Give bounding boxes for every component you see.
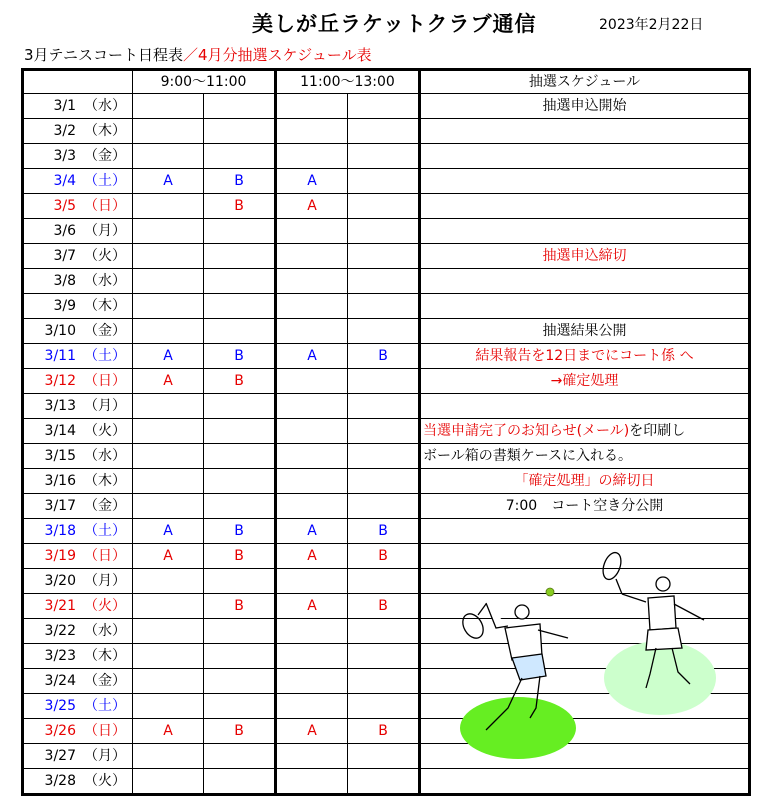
date-cell — [23, 669, 133, 694]
court-cell — [276, 644, 348, 669]
table-row — [23, 519, 750, 544]
schedule-note: 抽選申込締切 — [420, 244, 750, 269]
weekday-label: （月） — [84, 222, 126, 239]
court-cell: A — [133, 369, 204, 394]
court-cell: A — [133, 719, 204, 744]
court-patch-left — [460, 697, 576, 759]
date-cell — [23, 319, 133, 344]
court-cell — [276, 219, 348, 244]
table-row — [23, 219, 750, 244]
weekday-label: （日） — [84, 197, 126, 214]
date-label: 3/15 — [44, 447, 76, 464]
tennis-players-illustration — [450, 548, 730, 763]
court-cell — [204, 769, 276, 795]
court-cell — [348, 744, 420, 769]
weekday-label: （土） — [84, 172, 126, 189]
date-label: 3/26 — [44, 722, 76, 739]
weekday-label: （火） — [84, 422, 126, 439]
weekday-label: （土） — [84, 697, 126, 714]
schedule-note — [420, 169, 750, 194]
weekday-label: （日） — [84, 372, 126, 389]
court-cell: A — [133, 344, 204, 369]
date-cell — [23, 594, 133, 619]
court-cell — [133, 444, 204, 469]
court-cell — [348, 94, 420, 119]
weekday-label: （金） — [84, 322, 126, 339]
court-cell — [348, 469, 420, 494]
schedule-note: ボール箱の書類ケースに入れる。 — [420, 444, 750, 469]
court-cell: A — [276, 519, 348, 544]
date-cell — [23, 269, 133, 294]
weekday-label: （金） — [84, 497, 126, 514]
court-cell — [276, 369, 348, 394]
weekday-label: （火） — [84, 597, 126, 614]
date-label: 3/25 — [44, 697, 76, 714]
court-cell: B — [204, 594, 276, 619]
weekday-label: （水） — [84, 622, 126, 639]
weekday-label: （土） — [84, 347, 126, 364]
date-label: 3/5 — [53, 197, 76, 214]
court-cell: A — [276, 194, 348, 219]
table-row — [23, 319, 750, 344]
date-label: 3/21 — [44, 597, 76, 614]
court-cell — [204, 694, 276, 719]
table-row — [23, 344, 750, 369]
date-label: 3/4 — [53, 172, 76, 189]
weekday-label: （日） — [84, 722, 126, 739]
date-cell — [23, 119, 133, 144]
court-cell: A — [276, 719, 348, 744]
date-label: 3/8 — [53, 272, 76, 289]
court-cell — [204, 319, 276, 344]
court-cell: B — [204, 194, 276, 219]
court-cell — [204, 619, 276, 644]
court-cell — [204, 419, 276, 444]
court-cell — [133, 244, 204, 269]
table-header-row — [23, 70, 750, 94]
court-cell: B — [204, 169, 276, 194]
date-label: 3/1 — [53, 97, 76, 114]
court-cell — [133, 119, 204, 144]
date-label: 3/7 — [53, 247, 76, 264]
court-cell — [276, 419, 348, 444]
court-cell — [348, 669, 420, 694]
court-cell — [276, 269, 348, 294]
court-cell — [133, 769, 204, 795]
table-row — [23, 419, 750, 444]
court-cell — [276, 744, 348, 769]
table-row — [23, 469, 750, 494]
date-label: 3/9 — [53, 297, 76, 314]
court-cell — [348, 369, 420, 394]
schedule-note: 抽選結果公開 — [420, 319, 750, 344]
table-row — [23, 144, 750, 169]
date-cell — [23, 544, 133, 569]
table-row — [23, 369, 750, 394]
date-label: 3/19 — [44, 547, 76, 564]
court-cell: B — [348, 519, 420, 544]
date-label: 3/11 — [44, 347, 76, 364]
court-cell — [133, 419, 204, 444]
date-cell — [23, 194, 133, 219]
court-cell — [348, 769, 420, 795]
court-cell: A — [276, 594, 348, 619]
table-row — [23, 294, 750, 319]
court-patch-right — [604, 641, 716, 715]
court-cell — [133, 644, 204, 669]
date-cell — [23, 619, 133, 644]
date-label: 3/16 — [44, 472, 76, 489]
court-cell — [276, 94, 348, 119]
court-cell — [348, 694, 420, 719]
date-cell — [23, 719, 133, 744]
court-cell: A — [276, 544, 348, 569]
court-cell — [348, 169, 420, 194]
court-cell — [276, 119, 348, 144]
court-cell — [204, 569, 276, 594]
header-date — [23, 70, 133, 94]
court-cell — [276, 319, 348, 344]
weekday-label: （月） — [84, 397, 126, 414]
court-cell — [204, 219, 276, 244]
table-row — [23, 769, 750, 795]
court-cell: B — [348, 594, 420, 619]
date-label: 3/3 — [53, 147, 76, 164]
page-title: 美しが丘ラケットクラブ通信 — [252, 12, 537, 36]
subtitle-lottery: ／4月分抽選スケジュール表 — [182, 46, 372, 64]
table-row — [23, 444, 750, 469]
court-cell — [276, 394, 348, 419]
court-cell — [133, 744, 204, 769]
court-cell — [133, 469, 204, 494]
court-cell — [348, 219, 420, 244]
court-cell: A — [133, 544, 204, 569]
court-cell — [348, 494, 420, 519]
court-cell — [276, 494, 348, 519]
court-cell — [348, 569, 420, 594]
date-label: 3/18 — [44, 522, 76, 539]
date-cell — [23, 419, 133, 444]
note-red-part: 当選申請完了のお知らせ(メール) — [423, 422, 630, 439]
court-cell — [348, 419, 420, 444]
court-cell — [204, 644, 276, 669]
weekday-label: （金） — [84, 147, 126, 164]
date-label: 3/2 — [53, 122, 76, 139]
court-cell — [276, 244, 348, 269]
date-label: 3/17 — [44, 497, 76, 514]
date-label: 3/24 — [44, 672, 76, 689]
schedule-note — [420, 419, 750, 444]
tennis-ball-icon — [546, 588, 554, 596]
date-label: 3/12 — [44, 372, 76, 389]
court-cell — [133, 144, 204, 169]
schedule-note — [420, 219, 750, 244]
court-cell — [348, 644, 420, 669]
court-cell — [204, 494, 276, 519]
date-cell — [23, 294, 133, 319]
court-cell — [133, 194, 204, 219]
table-subtitle — [24, 44, 372, 65]
court-cell — [348, 269, 420, 294]
schedule-note: 抽選申込開始 — [420, 94, 750, 119]
schedule-note: 結果報告を12日までにコート係 へ — [420, 344, 750, 369]
table-row — [23, 119, 750, 144]
court-cell — [133, 494, 204, 519]
court-cell — [276, 694, 348, 719]
court-cell: B — [204, 369, 276, 394]
court-cell: B — [348, 344, 420, 369]
court-cell — [276, 769, 348, 795]
court-cell: A — [276, 344, 348, 369]
weekday-label: （木） — [84, 647, 126, 664]
court-cell — [133, 269, 204, 294]
date-cell — [23, 169, 133, 194]
schedule-note — [420, 769, 750, 795]
schedule-note — [420, 144, 750, 169]
date-cell — [23, 94, 133, 119]
court-cell — [204, 119, 276, 144]
table-row — [23, 169, 750, 194]
court-cell — [133, 594, 204, 619]
court-cell — [348, 444, 420, 469]
court-cell: B — [204, 544, 276, 569]
court-cell — [276, 144, 348, 169]
date-label: 3/22 — [44, 622, 76, 639]
date-cell — [23, 469, 133, 494]
weekday-label: （月） — [84, 747, 126, 764]
table-row — [23, 94, 750, 119]
weekday-label: （土） — [84, 522, 126, 539]
court-cell — [348, 619, 420, 644]
date-cell — [23, 244, 133, 269]
court-cell — [204, 444, 276, 469]
weekday-label: （火） — [84, 772, 126, 789]
court-cell — [204, 294, 276, 319]
header-slot-1: 9:00～11:00 — [133, 70, 276, 94]
court-cell — [204, 269, 276, 294]
court-cell — [133, 619, 204, 644]
weekday-label: （火） — [84, 247, 126, 264]
date-cell — [23, 494, 133, 519]
schedule-note: 7:00 コート空き分公開 — [420, 494, 750, 519]
date-cell — [23, 369, 133, 394]
court-cell — [348, 144, 420, 169]
court-cell — [276, 619, 348, 644]
court-cell — [133, 394, 204, 419]
court-cell — [204, 244, 276, 269]
weekday-label: （木） — [84, 297, 126, 314]
date-cell — [23, 144, 133, 169]
schedule-note — [420, 394, 750, 419]
court-cell — [204, 469, 276, 494]
court-cell — [348, 319, 420, 344]
schedule-note — [420, 519, 750, 544]
court-cell — [276, 444, 348, 469]
header-slot-2: 11:00～13:00 — [276, 70, 420, 94]
date-label: 3/6 — [53, 222, 76, 239]
date-cell — [23, 394, 133, 419]
court-cell — [133, 219, 204, 244]
court-cell — [276, 569, 348, 594]
schedule-note — [420, 119, 750, 144]
court-cell — [204, 144, 276, 169]
table-row — [23, 494, 750, 519]
date-cell — [23, 694, 133, 719]
date-label: 3/10 — [44, 322, 76, 339]
date-cell — [23, 344, 133, 369]
court-cell: B — [204, 344, 276, 369]
court-cell — [204, 394, 276, 419]
weekday-label: （木） — [84, 472, 126, 489]
header-schedule: 抽選スケジュール — [420, 70, 750, 94]
court-cell: A — [133, 169, 204, 194]
date-cell — [23, 219, 133, 244]
schedule-note — [420, 294, 750, 319]
date-label: 3/14 — [44, 422, 76, 439]
court-cell — [276, 294, 348, 319]
date-cell — [23, 744, 133, 769]
date-cell — [23, 444, 133, 469]
table-row — [23, 194, 750, 219]
court-cell: B — [204, 719, 276, 744]
court-cell: B — [348, 719, 420, 744]
weekday-label: （月） — [84, 572, 126, 589]
court-cell: B — [348, 544, 420, 569]
court-cell: A — [276, 169, 348, 194]
weekday-label: （日） — [84, 547, 126, 564]
court-cell — [348, 294, 420, 319]
schedule-note: 「確定処理」の締切日 — [420, 469, 750, 494]
court-cell — [204, 669, 276, 694]
court-cell — [133, 669, 204, 694]
court-cell: B — [204, 519, 276, 544]
court-cell — [204, 94, 276, 119]
schedule-note: →確定処理 — [420, 369, 750, 394]
court-cell — [204, 744, 276, 769]
date-cell — [23, 519, 133, 544]
court-cell — [133, 569, 204, 594]
court-cell — [133, 294, 204, 319]
date-label: 3/20 — [44, 572, 76, 589]
table-row — [23, 244, 750, 269]
court-cell — [348, 394, 420, 419]
weekday-label: （水） — [84, 447, 126, 464]
date-cell — [23, 569, 133, 594]
court-cell — [348, 194, 420, 219]
schedule-note — [420, 269, 750, 294]
date-cell — [23, 644, 133, 669]
table-row — [23, 269, 750, 294]
issue-date: 2023年2月22日 — [599, 17, 704, 33]
court-cell — [276, 469, 348, 494]
weekday-label: （木） — [84, 122, 126, 139]
court-cell — [276, 669, 348, 694]
weekday-label: （水） — [84, 272, 126, 289]
table-row — [23, 394, 750, 419]
date-label: 3/23 — [44, 647, 76, 664]
weekday-label: （金） — [84, 672, 126, 689]
court-cell — [133, 694, 204, 719]
subtitle-main: 3月テニスコート日程表 — [24, 46, 183, 64]
date-label: 3/27 — [44, 747, 76, 764]
weekday-label: （水） — [84, 97, 126, 114]
date-label: 3/28 — [44, 772, 76, 789]
date-cell — [23, 769, 133, 795]
court-cell: A — [133, 519, 204, 544]
court-cell — [348, 119, 420, 144]
court-cell — [133, 319, 204, 344]
date-label: 3/13 — [44, 397, 76, 414]
court-cell — [133, 94, 204, 119]
schedule-note — [420, 194, 750, 219]
note-black-part: を印刷し — [629, 422, 686, 439]
court-cell — [348, 244, 420, 269]
